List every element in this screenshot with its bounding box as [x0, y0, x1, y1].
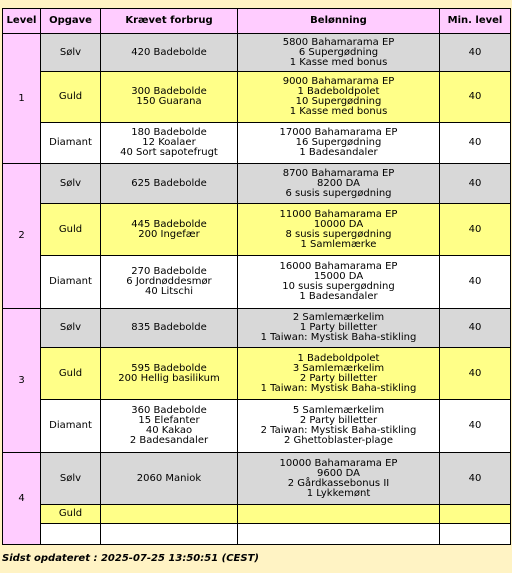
reward-line: 5 Samlemærkelim: [292, 405, 385, 416]
cost-line: 40 Kakao: [145, 425, 193, 436]
reward-line: 16000 Bahamarama EP: [279, 261, 398, 272]
cost-line: 2 Badesandaler: [129, 435, 209, 446]
task-cell: Guld: [41, 505, 101, 524]
reward-line: 1 Lykkemønt: [306, 487, 371, 499]
reward-cell: [238, 524, 440, 545]
min-level-cell: 40: [440, 164, 511, 204]
cost-line: 40 Sort sapotefrugt: [120, 147, 218, 158]
reward-line: 10 Supergødning: [295, 96, 382, 107]
min-level-cell: 40: [440, 309, 511, 348]
reward-line: 1 Badeboldpolet: [297, 86, 380, 97]
table-row: [3, 123, 511, 164]
task-cell: Sølv: [41, 453, 101, 505]
table-row: [3, 400, 511, 453]
reward-line: 1 Taiwan: Mystisk Baha-stikling: [260, 382, 417, 394]
cost-line: 595 Badebolde: [131, 362, 207, 374]
cost-cell: [101, 256, 238, 309]
min-level-cell: 40: [440, 34, 511, 72]
reward-cell: [238, 309, 440, 348]
reward-line: 10 susis supergødning: [282, 281, 395, 292]
cost-line: 180 Badebolde: [131, 127, 207, 138]
table-row: [3, 72, 511, 123]
reward-line: 6 susis supergødning: [285, 187, 392, 199]
header-row: [3, 9, 511, 34]
reward-cell: [238, 204, 440, 256]
cost-line: 6 Jordnøddesmør: [126, 276, 212, 287]
reward-cell: [238, 400, 440, 453]
reward-line: 8700 Bahamarama EP: [282, 167, 395, 179]
reward-cell: [238, 453, 440, 505]
rewards-table-container: [2, 8, 510, 545]
level-cell: 4: [3, 453, 41, 545]
reward-line: 1 Badesandaler: [299, 291, 378, 302]
table-row: [3, 34, 511, 72]
reward-line: 9600 DA: [317, 467, 360, 479]
reward-line: 5800 Bahamarama EP: [282, 36, 395, 48]
cost-cell: [101, 400, 238, 453]
cost-line: 300 Badebolde: [131, 86, 207, 97]
min-level-cell: 40: [440, 348, 511, 400]
cost-line: 15 Elefanter: [138, 415, 200, 426]
cost-line: 200 Ingefær: [138, 228, 200, 240]
level-cell: 3: [3, 309, 41, 453]
cost-cell: [101, 524, 238, 545]
reward-line: 1 Badeboldpolet: [297, 352, 380, 364]
reward-line: 2 Taiwan: Mystisk Baha-stikling: [260, 425, 417, 436]
reward-line: 9000 Bahamarama EP: [282, 76, 395, 87]
cost-line: 360 Badebolde: [131, 405, 207, 416]
rewards-table: [2, 8, 511, 545]
reward-line: 8200 DA: [317, 177, 360, 189]
task-cell: Diamant: [41, 256, 101, 309]
min-level-cell: [440, 505, 511, 524]
reward-line: 2 Samlemærkelim: [292, 312, 385, 323]
min-level-cell: 40: [440, 256, 511, 309]
reward-line: 1 Kasse med bonus: [289, 56, 388, 68]
reward-line: 1 Samlemærke: [300, 238, 377, 250]
table-row: [3, 524, 511, 545]
reward-cell: [238, 348, 440, 400]
reward-line: 11000 Bahamarama EP: [279, 208, 398, 220]
reward-line: 2 Party billetter: [299, 372, 378, 384]
header-reward: Belønning: [238, 9, 440, 34]
cost-cell: [101, 453, 238, 505]
min-level-cell: 40: [440, 72, 511, 123]
task-cell: Guld: [41, 348, 101, 400]
min-level-cell: 40: [440, 400, 511, 453]
reward-line: 2 Party billetter: [299, 415, 378, 426]
task-cell: Diamant: [41, 400, 101, 453]
cost-line: 270 Badebolde: [131, 266, 207, 277]
reward-cell: [238, 72, 440, 123]
cost-cell: [101, 309, 238, 348]
reward-cell: [238, 256, 440, 309]
table-row: [3, 348, 511, 400]
reward-line: 1 Taiwan: Mystisk Baha-stikling: [260, 332, 417, 343]
level-cell: 2: [3, 164, 41, 309]
table-body: [3, 34, 511, 545]
reward-cell: [238, 123, 440, 164]
task-cell: Guld: [41, 204, 101, 256]
task-cell: Sølv: [41, 309, 101, 348]
cost-cell: [101, 505, 238, 524]
table-row: [3, 309, 511, 348]
last-updated: Sidst opdateret : 2025-07-25 13:50:51 (CEST): [2, 553, 259, 564]
reward-cell: [238, 34, 440, 72]
cost-cell: [101, 204, 238, 256]
reward-line: 2 Ghettoblaster-plage: [283, 435, 394, 446]
cost-cell: [101, 164, 238, 204]
table-row: [3, 505, 511, 524]
table-row: [3, 256, 511, 309]
cost-line: 420 Badebolde: [131, 46, 207, 58]
task-cell: [41, 524, 101, 545]
header-cost: Krævet forbrug: [101, 9, 238, 34]
level-cell: 1: [3, 34, 41, 164]
reward-cell: [238, 505, 440, 524]
reward-line: 8 susis supergødning: [285, 228, 392, 240]
reward-cell: [238, 164, 440, 204]
cost-line: 200 Hellig basilikum: [118, 372, 220, 384]
reward-line: 10000 Bahamarama EP: [279, 457, 398, 469]
header-level: Level: [3, 9, 41, 34]
cost-line: 835 Badebolde: [131, 322, 207, 333]
cost-line: 445 Badebolde: [131, 218, 207, 230]
reward-line: 10000 DA: [313, 218, 364, 230]
reward-line: 1 Party billetter: [299, 322, 378, 333]
table-row: [3, 164, 511, 204]
min-level-cell: 40: [440, 123, 511, 164]
cost-cell: [101, 123, 238, 164]
reward-line: 16 Supergødning: [295, 137, 382, 148]
cost-cell: [101, 72, 238, 123]
table-row: [3, 204, 511, 256]
reward-line: 6 Supergødning: [298, 46, 379, 58]
reward-line: 17000 Bahamarama EP: [279, 127, 398, 138]
cost-cell: [101, 34, 238, 72]
min-level-cell: 40: [440, 204, 511, 256]
reward-line: 15000 DA: [313, 271, 364, 282]
task-cell: Sølv: [41, 34, 101, 72]
task-cell: Guld: [41, 72, 101, 123]
reward-line: 1 Kasse med bonus: [289, 106, 388, 117]
header-task: Opgave: [41, 9, 101, 34]
reward-line: 2 Gårdkassebonus II: [287, 477, 390, 489]
reward-line: 3 Samlemærkelim: [292, 362, 385, 374]
table-row: [3, 453, 511, 505]
min-level-cell: 40: [440, 453, 511, 505]
cost-line: 2060 Maniok: [136, 472, 202, 484]
cost-line: 12 Koalaer: [142, 137, 196, 148]
cost-line: 625 Badebolde: [131, 177, 207, 189]
task-cell: Diamant: [41, 123, 101, 164]
cost-line: 150 Guarana: [136, 96, 202, 107]
cost-cell: [101, 348, 238, 400]
cost-line: 40 Litschi: [145, 286, 193, 297]
task-cell: Sølv: [41, 164, 101, 204]
min-level-cell: [440, 524, 511, 545]
reward-line: 1 Badesandaler: [299, 147, 378, 158]
header-min-level: Min. level: [440, 9, 511, 34]
